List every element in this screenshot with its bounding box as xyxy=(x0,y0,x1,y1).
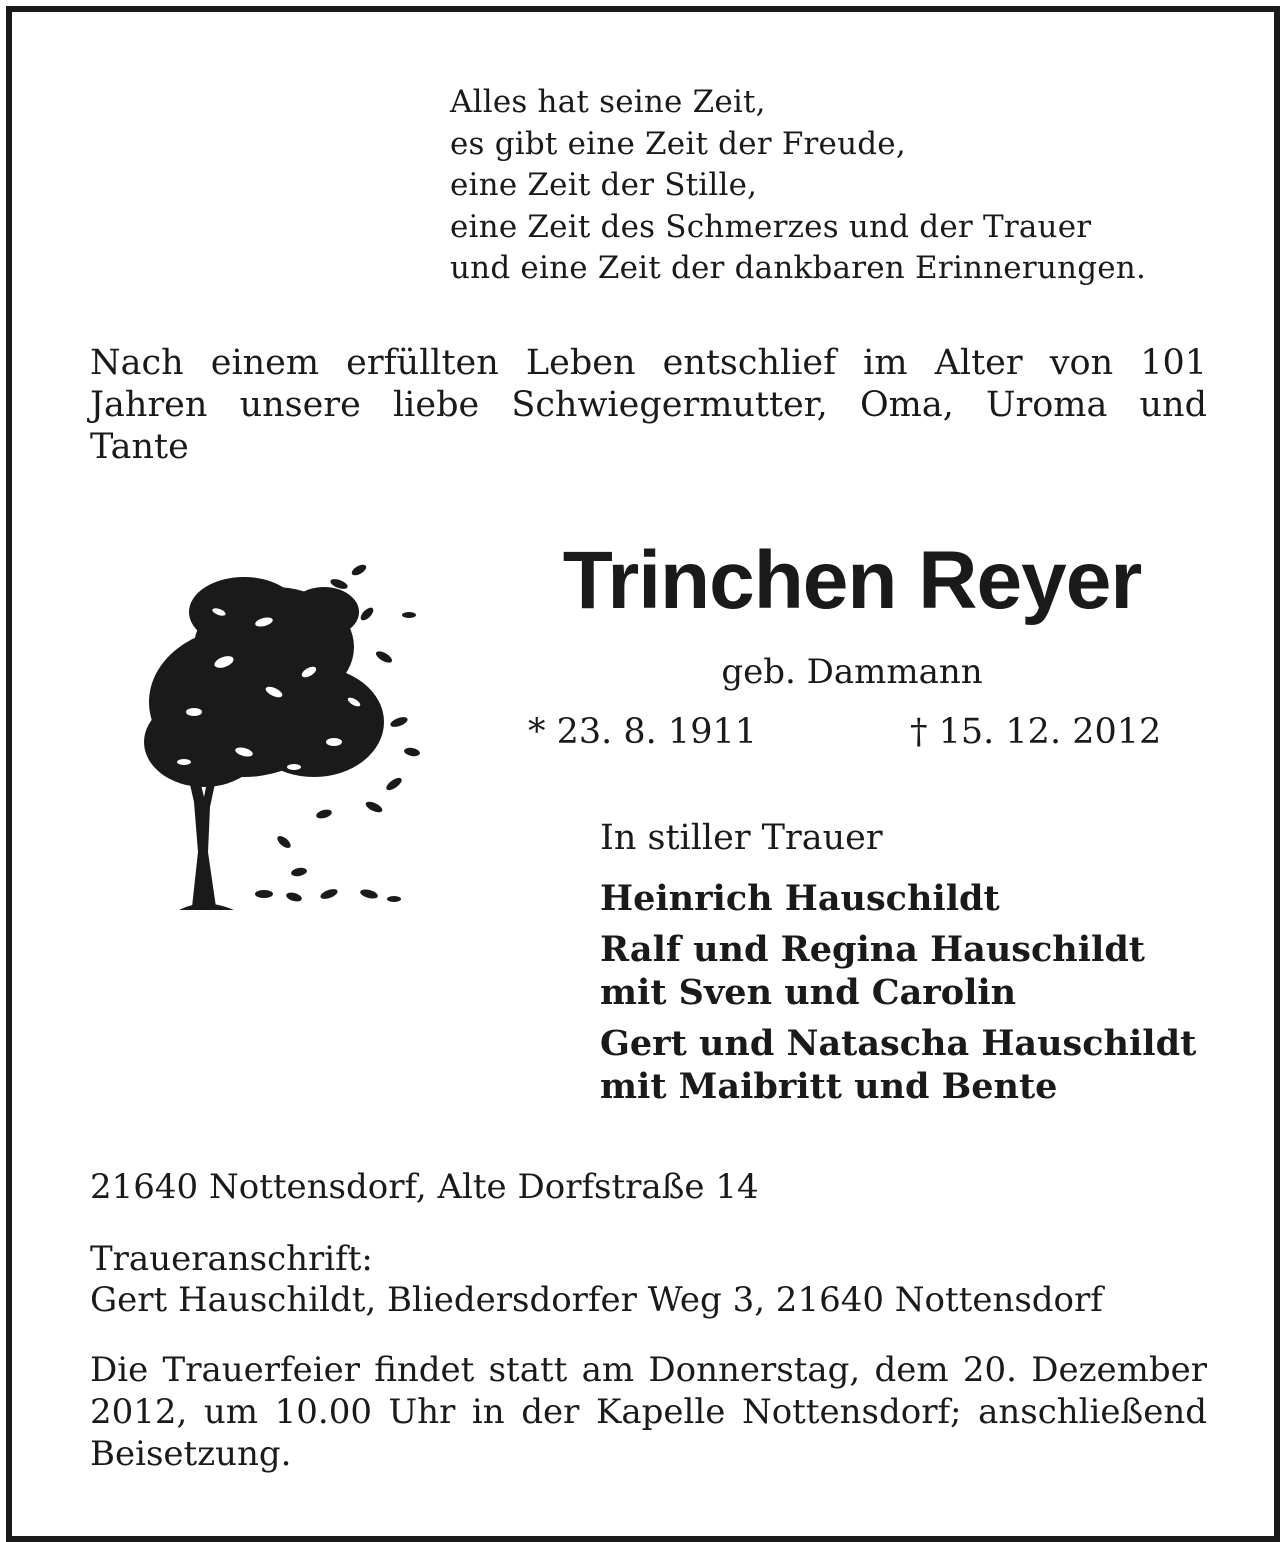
deceased-name: Trinchen Reyer xyxy=(562,535,1142,626)
mourner-name: Gert und Natascha Hauschildt xyxy=(600,1023,1197,1064)
mourner-group xyxy=(600,928,1196,1014)
poem-line: Alles hat seine Zeit, xyxy=(450,84,766,120)
poem xyxy=(450,82,1146,290)
residence-address: 21640 Nottensdorf, Alte Dorfstraße 14 xyxy=(90,1167,759,1207)
maiden-name: geb. Dammann xyxy=(721,652,983,692)
intro-text: Nach einem erfüllten Leben entschlief im Alter von 101 Jahren unsere liebe Schwiegermutter, Oma, Uroma und Tante xyxy=(90,343,1207,467)
death-date: † 15. 12. 2012 xyxy=(910,712,1162,752)
poem-line: eine Zeit der Stille, xyxy=(450,167,758,203)
mourning-contact xyxy=(90,1239,1103,1321)
mourner-group xyxy=(600,877,1196,920)
mourner-name: mit Maibritt und Bente xyxy=(600,1066,1058,1107)
mourning-heading: In stiller Trauer xyxy=(600,818,883,858)
birth-date: * 23. 8. 1911 xyxy=(528,712,758,752)
mourner-group xyxy=(600,1022,1196,1108)
mourner-name: Ralf und Regina Hauschildt xyxy=(600,929,1145,970)
mourner-name: mit Sven und Carolin xyxy=(600,972,1017,1013)
mourners-list xyxy=(600,877,1196,1116)
mourner-name: Heinrich Hauschildt xyxy=(600,878,1000,919)
contact-address: Gert Hauschildt, Bliedersdorfer Weg 3, 21640 Nottensdorf xyxy=(90,1280,1103,1320)
poem-line: und eine Zeit der dankbaren Erinnerungen. xyxy=(450,250,1147,286)
obituary-frame xyxy=(6,6,1280,1542)
contact-label: Traueranschrift: xyxy=(90,1239,373,1279)
poem-line: eine Zeit des Schmerzes und der Trauer xyxy=(450,208,1092,245)
poem-line: es gibt eine Zeit der Freude, xyxy=(450,125,906,162)
tree-in-wind-icon xyxy=(124,552,424,912)
service-info: Die Trauerfeier findet statt am Donnerstag, dem 20. Dezember 2012, um 10.00 Uhr in der Kapelle Nottensdorf; anschließend Beisetzung. xyxy=(90,1350,1207,1474)
